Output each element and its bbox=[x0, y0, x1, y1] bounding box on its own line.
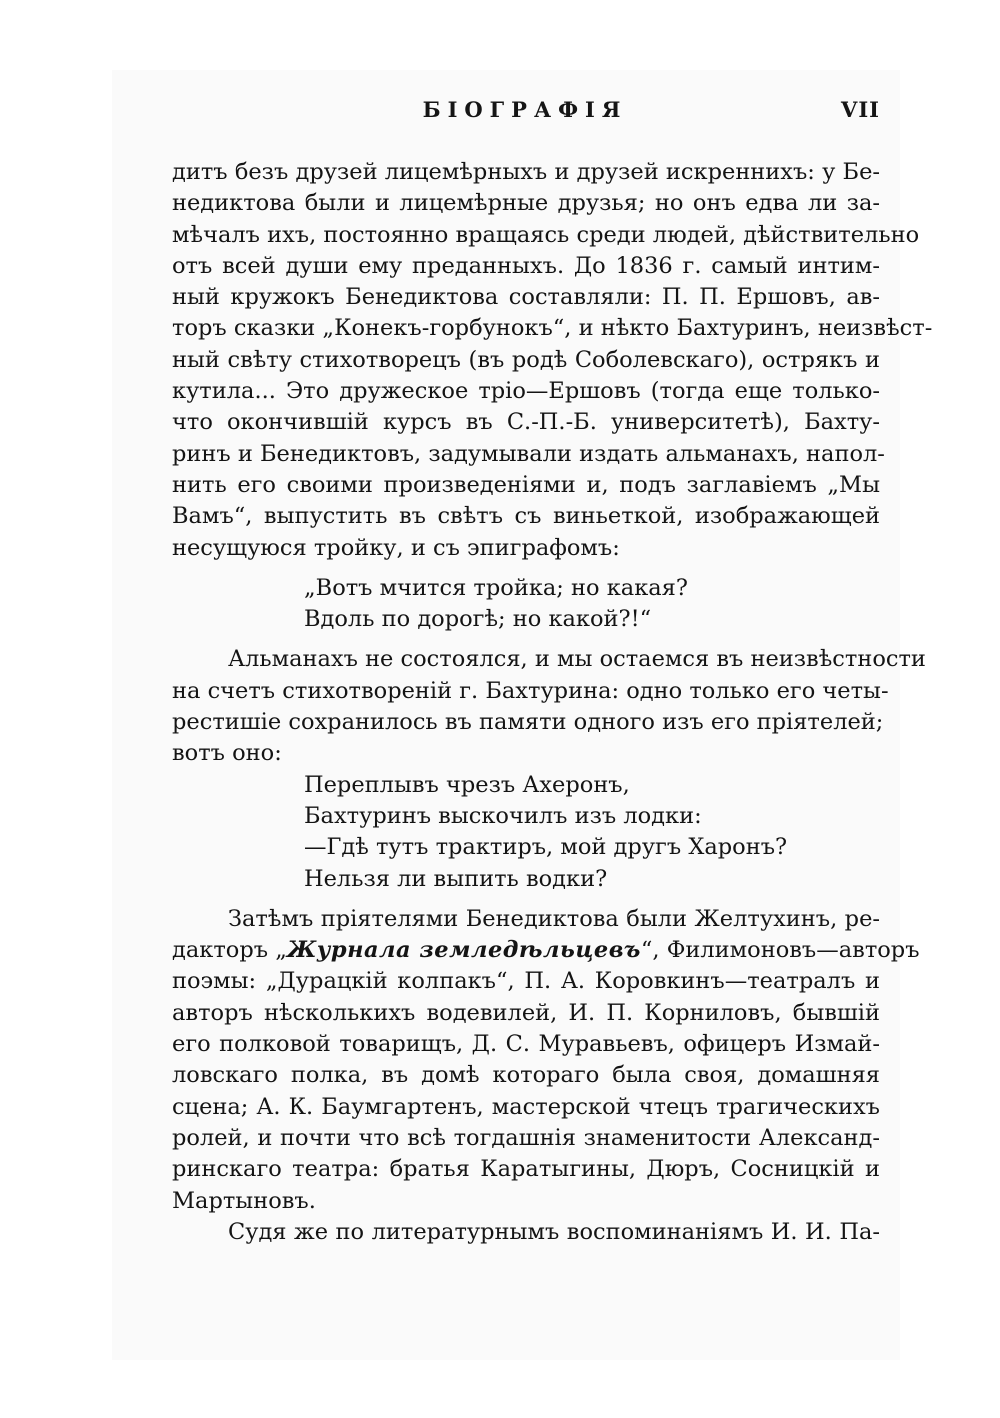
body-text bbox=[172, 157, 933, 1248]
text-line: несущуюся тройку, и съ эпиграфомъ: bbox=[172, 534, 620, 561]
text-line: сцена; А. К. Баумгартенъ, мастерской чтецъ трагическихъ bbox=[172, 1093, 880, 1120]
text-line: вотъ оно: bbox=[172, 740, 282, 767]
text-line: Альманахъ не состоялся, и мы остаемся въ неизвѣстности bbox=[228, 646, 926, 673]
text-line bbox=[172, 935, 920, 966]
verse-line: „Вотъ мчится тройка; но какая? bbox=[304, 574, 688, 601]
text-line: отъ всей души ему преданныхъ. До 1836 г. самый интим- bbox=[172, 252, 880, 279]
verse-line: —Гдѣ тутъ трактиръ, мой другъ Харонъ? bbox=[304, 834, 788, 861]
text-line: ловскаго полка, въ домѣ котораго была своя, домашняя bbox=[172, 1062, 880, 1089]
text-line: ринъ и Бенедиктовъ, задумывали издать альманахъ, напол- bbox=[172, 440, 885, 467]
text-line: что окончившій курсъ въ С.-П.-Б. университетѣ), Бахту- bbox=[172, 409, 880, 436]
text-line: ный свѣту стихотворецъ (въ родѣ Соболевскаго), острякъ и bbox=[172, 346, 880, 373]
text-span: “, Филимоновъ—авторъ bbox=[640, 937, 920, 964]
text-span: дакторъ „ bbox=[172, 937, 287, 964]
text-line: рестишіе сохранилось въ памяти одного изъ его пріятелей; bbox=[172, 709, 884, 736]
text-line: на счетъ стихотвореній г. Бахтурина: одно только его четы- bbox=[172, 677, 889, 704]
text-line: поэмы: „Дурацкій колпакъ“, П. А. Коровкинъ—театралъ и bbox=[172, 968, 880, 995]
verse-line: Бахтуринъ выскочилъ изъ лодки: bbox=[304, 802, 702, 829]
text-line: его полковой товарищъ, Д. С. Муравьевъ, офицеръ Измай- bbox=[172, 1031, 880, 1058]
text-line: авторъ нѣсколькихъ водевилей, И. П. Корниловъ, бывшій bbox=[172, 999, 880, 1026]
text-line: Вамъ“, выпустить въ свѣтъ съ виньеткой, изображающей bbox=[172, 503, 880, 530]
text-line: дитъ безъ друзей лицемѣрныхъ и друзей искреннихъ: у Бе- bbox=[172, 159, 880, 185]
running-title: БІОГРАФІЯ bbox=[422, 97, 628, 122]
quatrain bbox=[172, 770, 880, 895]
text-line: ный кружокъ Бенедиктова составляли: П. П. Ершовъ, ав- bbox=[172, 284, 880, 311]
paragraph bbox=[172, 1217, 880, 1248]
text-line: нить его своими произведеніями и, подъ заглавіемъ „Мы bbox=[172, 471, 880, 498]
text-line: Затѣмъ пріятелями Бенедиктова были Желтухинъ, ре- bbox=[228, 905, 880, 932]
text-line: ролей, и почти что всѣ тогдашнія знаменитости Александ- bbox=[172, 1124, 880, 1151]
paragraph bbox=[172, 644, 926, 769]
journal-title: Журнала земледѣльцевъ bbox=[286, 937, 641, 964]
text-line: кутила... Это дружеское тріо—Ершовъ (тогда еще только- bbox=[172, 378, 880, 405]
verse-line: Вдоль по дорогѣ; но какой?!“ bbox=[304, 606, 652, 633]
text-line: Судя же по литературнымъ воспоминаніямъ И. И. Па- bbox=[228, 1218, 880, 1245]
text-line: мѣчалъ ихъ, постоянно вращаясь среди людей, дѣйствительно bbox=[172, 221, 920, 248]
verse-line: Переплывъ чрезъ Ахеронъ, bbox=[304, 771, 630, 798]
text-line: Мартыновъ. bbox=[172, 1187, 316, 1214]
paragraph bbox=[172, 157, 933, 564]
page-number: VII bbox=[841, 97, 880, 122]
text-line: недиктова были и лицемѣрные друзья; но онъ едва ли за- bbox=[172, 190, 880, 217]
verse-line: Нельзя ли выпить водки? bbox=[304, 865, 608, 892]
text-line: торъ сказки „Конекъ-горбунокъ“, и нѣкто Бахтуринъ, неизвѣст- bbox=[172, 315, 933, 342]
text-line: ринскаго театра: братья Каратыгины, Дюръ, Сосницкій и bbox=[172, 1156, 880, 1183]
paragraph bbox=[172, 904, 920, 1217]
epigraph bbox=[172, 573, 880, 636]
